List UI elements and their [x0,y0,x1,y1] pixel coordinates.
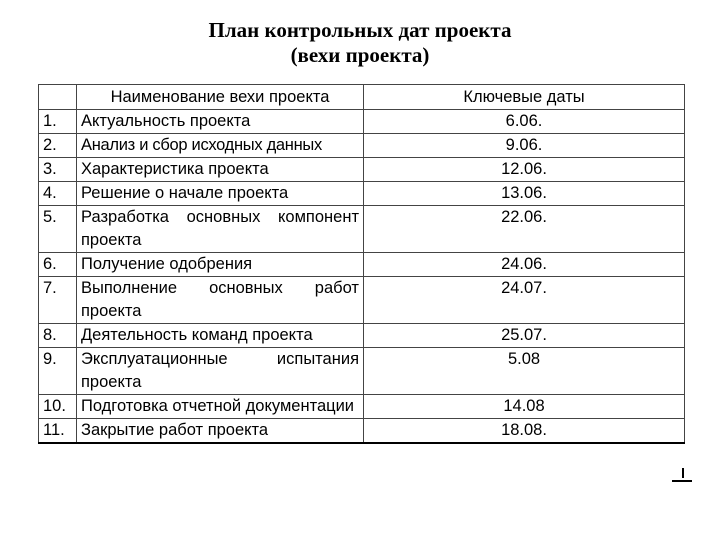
table-row [39,348,685,395]
table-edge-mark [682,468,684,478]
table-row [39,395,685,419]
row-number: 5. [39,206,77,253]
header-num [39,85,77,110]
row-number: 6. [39,253,77,277]
header-key-dates: Ключевые даты [364,85,685,110]
table-row [39,110,685,134]
milestone-date: 13.06. [364,182,685,206]
table-row [39,277,685,324]
row-number: 2. [39,134,77,158]
table-row [39,182,685,206]
table-row [39,253,685,277]
table-row [39,419,685,444]
row-number: 9. [39,348,77,395]
row-number: 7. [39,277,77,324]
row-number: 3. [39,158,77,182]
header-milestone-name: Наименование вехи проекта [77,85,364,110]
row-number: 10. [39,395,77,419]
milestone-name: Получение одобрения [77,253,364,277]
table-header-row [39,85,685,110]
document-title [0,18,720,68]
row-number: 8. [39,324,77,348]
table-row [39,158,685,182]
title-line-2: (вехи проекта) [290,43,430,67]
title-line-1: План контрольных дат проекта [208,18,512,42]
milestone-date: 14.08 [364,395,685,419]
row-number: 1. [39,110,77,134]
milestones-table [38,84,685,444]
milestone-name: Эксплуатационные испытания проекта [77,348,364,395]
table-edge-dash [672,480,692,482]
table-row [39,324,685,348]
milestone-date: 12.06. [364,158,685,182]
milestone-name: Характеристика проекта [77,158,364,182]
milestone-name: Выполнение основных работ проекта [77,277,364,324]
milestone-date: 9.06. [364,134,685,158]
milestone-name: Подготовка отчетной документации [77,395,364,419]
milestone-date: 24.07. [364,277,685,324]
milestone-date: 18.08. [364,419,685,444]
milestone-name: Решение о начале проекта [77,182,364,206]
milestone-name: Деятельность команд проекта [77,324,364,348]
milestone-name: Закрытие работ проекта [77,419,364,444]
row-number: 4. [39,182,77,206]
row-number: 11. [39,419,77,444]
milestone-name: Разработка основных компонент проекта [77,206,364,253]
milestone-date: 25.07. [364,324,685,348]
table-row [39,206,685,253]
milestone-name: Актуальность проекта [77,110,364,134]
milestone-date: 24.06. [364,253,685,277]
milestone-name: Анализ и сбор исходных данных [77,134,364,158]
milestone-date: 5.08 [364,348,685,395]
milestone-date: 6.06. [364,110,685,134]
table-row [39,134,685,158]
milestone-date: 22.06. [364,206,685,253]
